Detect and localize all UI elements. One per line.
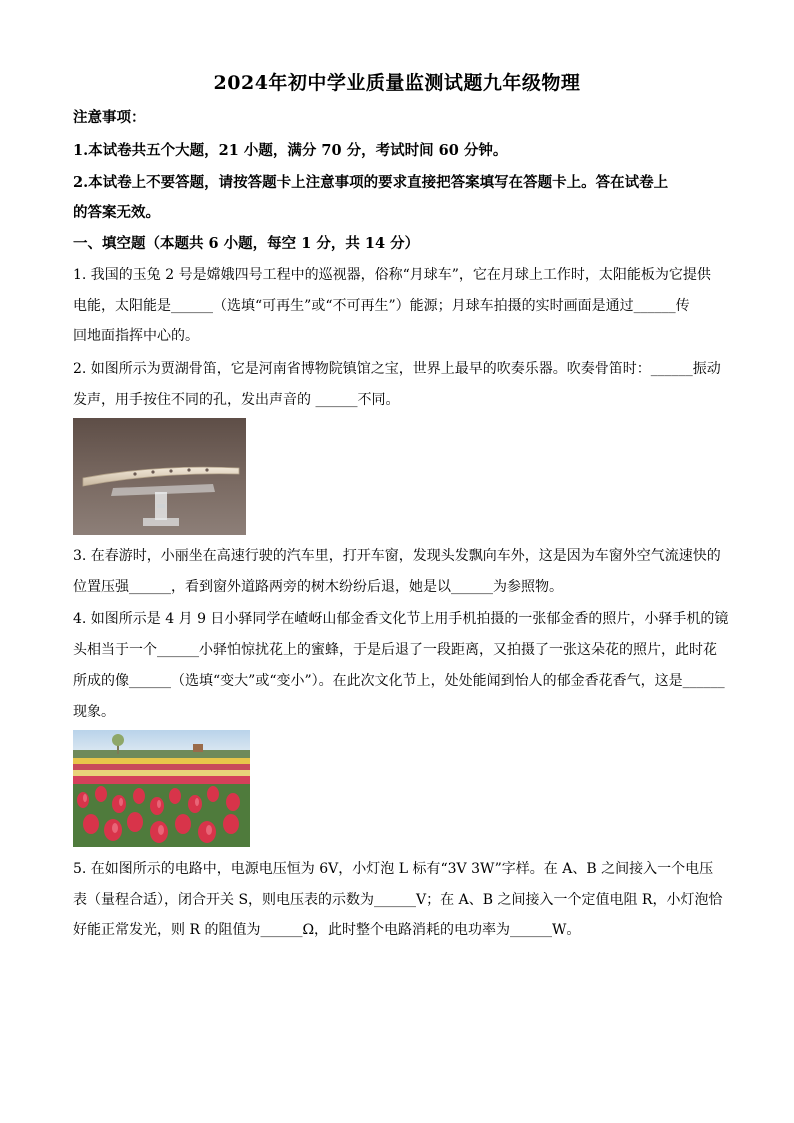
question-1-line-1: 1. 我国的玉兔 2 号是嫦娥四号工程中的巡视器，俗称“月球车”，它在月球上工作时，太阳能板为它提供	[73, 267, 711, 283]
question-1-line-3: 回地面指挥中心的。	[73, 328, 199, 344]
bone-flute-photo	[73, 418, 246, 535]
notice-item-1: 1.本试卷共五个大题，21 小题，满分 70 分，考试时间 60 分钟。	[73, 142, 508, 159]
question-2-line-2: 发声，用手按住不同的孔，发出声音的 ______不同。	[73, 392, 400, 408]
question-5-line-2: 表（量程合适），闭合开关 S，则电压表的示数为______V；在 A、B 之间接入一个定值电阻 R，小灯泡恰	[73, 892, 723, 908]
question-2-line-1: 2. 如图所示为贾湖骨笛，它是河南省博物院镇馆之宝，世界上最早的吹奏乐器。吹奏骨笛时：______振动	[73, 361, 721, 377]
question-4-line-2: 头相当于一个______小驿怕惊扰花上的蜜蜂，于是后退了一段距离，又拍摄了一张这朵花的照片，此时花	[73, 642, 717, 658]
question-4-line-1: 4. 如图所示是 4 月 9 日小驿同学在嵖岈山郁金香文化节上用手机拍摄的一张郁金香的照片，小驿手机的镜	[73, 611, 729, 627]
tulip-field-photo	[73, 730, 250, 847]
bone-flute-image	[73, 418, 246, 535]
question-3-line-1: 3. 在春游时，小丽坐在高速行驶的汽车里，打开车窗，发现头发飘向车外，这是因为车窗外空气流速快的	[73, 548, 721, 564]
question-4-line-4: 现象。	[73, 704, 115, 720]
section-1-heading: 一、填空题（本题共 6 小题，每空 1 分，共 14 分）	[73, 235, 420, 252]
notice-item-2-line-1: 2.本试卷上不要答题，请按答题卡上注意事项的要求直接把答案填写在答题卡上。答在试卷上	[73, 174, 669, 191]
question-4-line-3: 所成的像______（选填“变大”或“变小”）。在此次文化节上，处处能闻到怡人的郁金香花香气，这是______	[73, 673, 725, 689]
notice-heading: 注意事项：	[73, 109, 146, 126]
page-title: 2024年初中学业质量监测试题九年级物理	[213, 72, 581, 94]
question-1-line-2: 电能，太阳能是______（选填“可再生”或“不可再生”）能源；月球车拍摄的实时画面是通过______传	[73, 298, 690, 314]
question-5-line-3: 好能正常发光，则 R 的阻值为______Ω，此时整个电路消耗的电功率为______W。	[73, 922, 581, 938]
question-3-line-2: 位置压强______，看到窗外道路两旁的树木纷纷后退，她是以______为参照物。	[73, 579, 563, 595]
question-5-line-1: 5. 在如图所示的电路中，电源电压恒为 6V，小灯泡 L 标有“3V 3W”字样。在 A、B 之间接入一个电压	[73, 861, 714, 877]
tulip-field-image	[73, 730, 250, 847]
notice-item-2-line-2: 的答案无效。	[73, 204, 160, 221]
